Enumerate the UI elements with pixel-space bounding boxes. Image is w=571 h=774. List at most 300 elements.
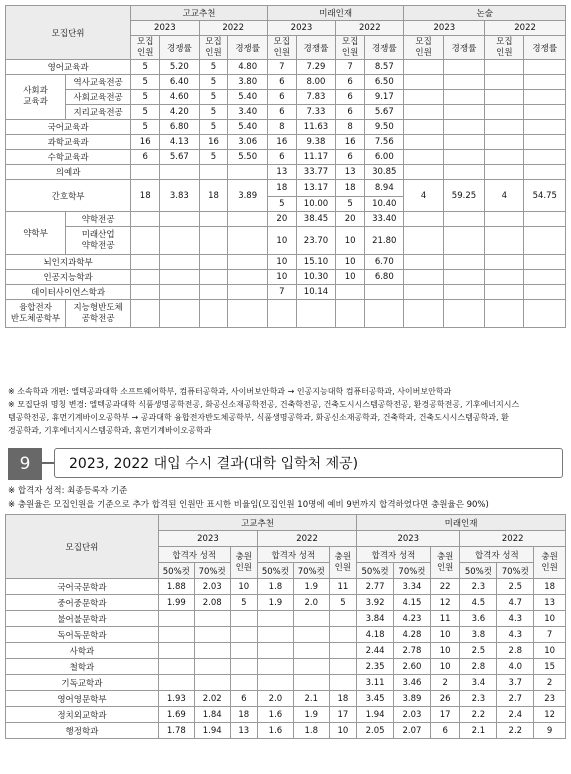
table-row bbox=[6, 707, 566, 723]
table-cell bbox=[228, 300, 267, 328]
unit-name: 국어교육과 bbox=[6, 120, 131, 135]
table-cell bbox=[524, 75, 566, 90]
table-row bbox=[6, 579, 566, 595]
table-cell: 3.92 bbox=[357, 595, 394, 611]
table-cell: 13 bbox=[230, 723, 257, 739]
table-row bbox=[6, 691, 566, 707]
table-cell: 16 bbox=[131, 135, 160, 150]
table-cell: 10 bbox=[329, 723, 356, 739]
table-cell: 6.70 bbox=[365, 255, 404, 270]
table-cell: 7 bbox=[267, 285, 296, 300]
table-cell: 1.84 bbox=[194, 707, 230, 723]
table-cell: 6 bbox=[267, 105, 296, 120]
table-cell: 10.40 bbox=[365, 197, 404, 212]
table-cell: 54.75 bbox=[524, 180, 566, 212]
table-cell: 17 bbox=[329, 707, 356, 723]
unit-name: 기독교학과 bbox=[6, 675, 159, 691]
table-cell bbox=[160, 165, 199, 180]
table-cell: 5.67 bbox=[365, 105, 404, 120]
table-cell: 3.40 bbox=[228, 105, 267, 120]
table-cell bbox=[158, 659, 194, 675]
table-cell bbox=[524, 60, 566, 75]
table-cell: 5 bbox=[230, 595, 257, 611]
table-cell: 4.23 bbox=[394, 611, 431, 627]
table-cell bbox=[404, 90, 443, 105]
table-cell bbox=[404, 270, 443, 285]
table-cell: 2.2 bbox=[460, 707, 497, 723]
table-cell bbox=[443, 60, 484, 75]
table-cell bbox=[131, 165, 160, 180]
table-cell bbox=[443, 212, 484, 227]
table-cell: 13 bbox=[336, 165, 365, 180]
table-cell: 2.0 bbox=[293, 595, 329, 611]
table-cell bbox=[443, 105, 484, 120]
table-cell bbox=[230, 659, 257, 675]
table-cell: 3.80 bbox=[228, 75, 267, 90]
table-cell bbox=[443, 75, 484, 90]
ratio-header: 경쟁률 bbox=[160, 36, 199, 60]
count-header: 모집 인원 bbox=[267, 36, 296, 60]
table-cell: 10 bbox=[230, 579, 257, 595]
table-cell: 6 bbox=[336, 105, 365, 120]
table-row bbox=[6, 60, 566, 75]
table-cell: 10.30 bbox=[296, 270, 335, 285]
table-cell: 6 bbox=[267, 150, 296, 165]
table-cell bbox=[485, 270, 524, 285]
table-cell: 10 bbox=[430, 627, 460, 643]
table-cell bbox=[336, 285, 365, 300]
group-header: 논술 bbox=[404, 6, 566, 21]
table-cell: 1.8 bbox=[293, 723, 329, 739]
table-cell: 7 bbox=[534, 627, 566, 643]
year-header: 2022 bbox=[336, 21, 404, 36]
unit-name: 불어불문학과 bbox=[6, 611, 159, 627]
group-header: 미래인재 bbox=[357, 515, 566, 531]
table-cell: 4.20 bbox=[160, 105, 199, 120]
table-cell bbox=[131, 300, 160, 328]
table-cell: 6.00 bbox=[365, 150, 404, 165]
cut-header: 70%컷 bbox=[293, 563, 329, 579]
unit-name: 철학과 bbox=[6, 659, 159, 675]
table-cell bbox=[131, 285, 160, 300]
table-cell bbox=[194, 627, 230, 643]
year-header: 2023 bbox=[267, 21, 335, 36]
table-cell: 4.60 bbox=[160, 90, 199, 105]
table-cell bbox=[485, 285, 524, 300]
table-cell: 9.17 bbox=[365, 90, 404, 105]
table-cell: 10.14 bbox=[296, 285, 335, 300]
table-row bbox=[6, 643, 566, 659]
table-cell: 10 bbox=[534, 643, 566, 659]
table-cell bbox=[160, 300, 199, 328]
table-cell bbox=[258, 675, 294, 691]
table-cell bbox=[524, 135, 566, 150]
table-cell: 8 bbox=[267, 120, 296, 135]
section-title: 2023, 2022 대입 수시 결과(대학 입학처 제공) bbox=[54, 448, 563, 478]
table-cell: 13 bbox=[267, 165, 296, 180]
table-row bbox=[6, 675, 566, 691]
table-cell: 7 bbox=[336, 60, 365, 75]
year-header: 2022 bbox=[258, 531, 357, 547]
table-cell: 2.1 bbox=[460, 723, 497, 739]
unit-name: 행정학과 bbox=[6, 723, 159, 739]
table-row bbox=[6, 627, 566, 643]
year-header: 2022 bbox=[199, 21, 267, 36]
table-cell: 2.44 bbox=[357, 643, 394, 659]
table-row bbox=[6, 180, 566, 197]
table-cell: 3.83 bbox=[160, 180, 199, 212]
ratio-header: 경쟁률 bbox=[228, 36, 267, 60]
table-cell: 17 bbox=[430, 707, 460, 723]
table-cell bbox=[267, 300, 296, 328]
table-cell bbox=[199, 285, 228, 300]
table-cell: 4.7 bbox=[497, 595, 534, 611]
table-cell: 5.50 bbox=[228, 150, 267, 165]
table-cell: 3.6 bbox=[460, 611, 497, 627]
table-row bbox=[6, 723, 566, 739]
table-cell bbox=[485, 255, 524, 270]
table-cell: 11.17 bbox=[296, 150, 335, 165]
table-cell: 5 bbox=[131, 120, 160, 135]
table-cell bbox=[158, 675, 194, 691]
table-cell: 8.00 bbox=[296, 75, 335, 90]
table-cell: 5.40 bbox=[228, 120, 267, 135]
table-cell bbox=[485, 135, 524, 150]
table-cell bbox=[228, 285, 267, 300]
table-cell: 10.00 bbox=[296, 197, 335, 212]
unit-name: 의예과 bbox=[6, 165, 131, 180]
table-cell bbox=[485, 75, 524, 90]
table-cell: 59.25 bbox=[443, 180, 484, 212]
table-cell bbox=[485, 150, 524, 165]
table-cell bbox=[485, 227, 524, 255]
table-cell: 10 bbox=[336, 227, 365, 255]
year-header: 2022 bbox=[460, 531, 566, 547]
group-header: 고교추천 bbox=[158, 515, 356, 531]
table-cell: 4.18 bbox=[357, 627, 394, 643]
table-cell bbox=[329, 611, 356, 627]
table-cell: 7.83 bbox=[296, 90, 335, 105]
table-cell bbox=[443, 165, 484, 180]
table-cell bbox=[443, 150, 484, 165]
table-cell: 18 bbox=[534, 579, 566, 595]
table-cell bbox=[524, 120, 566, 135]
competition-table bbox=[5, 5, 566, 328]
table-cell: 10 bbox=[267, 255, 296, 270]
unit-name: 중어중문학과 bbox=[6, 595, 159, 611]
table-cell bbox=[230, 611, 257, 627]
table-cell bbox=[524, 270, 566, 285]
table-cell bbox=[131, 270, 160, 285]
score-header: 합격자 성적 bbox=[460, 547, 534, 563]
table-cell: 1.6 bbox=[258, 723, 294, 739]
table-cell bbox=[131, 212, 160, 227]
table-cell bbox=[443, 135, 484, 150]
unit-name: 간호학부 bbox=[6, 180, 131, 212]
table-row bbox=[6, 135, 566, 150]
table-cell bbox=[404, 135, 443, 150]
section-note: ※ 충원율은 모집인원을 기준으로 추가 합격된 인원만 표시한 비율임(모집인원 10명에 예비 9번까지 합격하였다면 충원율은 90%) bbox=[8, 500, 489, 510]
table-cell: 5 bbox=[131, 105, 160, 120]
table-cell: 10 bbox=[267, 227, 296, 255]
table-cell: 2.78 bbox=[394, 643, 431, 659]
table-cell: 1.6 bbox=[258, 707, 294, 723]
table-cell bbox=[293, 643, 329, 659]
year-header: 2022 bbox=[485, 21, 566, 36]
table-cell bbox=[329, 643, 356, 659]
table-cell: 4 bbox=[485, 180, 524, 212]
table-cell: 2.0 bbox=[258, 691, 294, 707]
table-cell bbox=[329, 675, 356, 691]
table-cell: 2.2 bbox=[497, 723, 534, 739]
year-header: 2023 bbox=[131, 21, 199, 36]
table-cell bbox=[404, 212, 443, 227]
table-cell bbox=[443, 285, 484, 300]
table-cell: 13.17 bbox=[296, 180, 335, 197]
cut-header: 70%컷 bbox=[497, 563, 534, 579]
table-cell: 6 bbox=[267, 90, 296, 105]
table-cell: 26 bbox=[430, 691, 460, 707]
table-cell bbox=[194, 611, 230, 627]
table-cell: 4.3 bbox=[497, 627, 534, 643]
unit-name: 수학교육과 bbox=[6, 150, 131, 165]
table-cell bbox=[443, 120, 484, 135]
note-line: ※ 소속학과 개편: 엘텍공과대학 소프트웨어학부, 컴퓨터공학과, 사이버보안학과 → 인공지능대학 컴퓨터공학과, 사이버보안학과 bbox=[8, 387, 452, 396]
table-cell: 7.33 bbox=[296, 105, 335, 120]
table-cell bbox=[524, 212, 566, 227]
table-cell bbox=[404, 300, 443, 328]
table-cell: 4.13 bbox=[160, 135, 199, 150]
score-header: 합격자 성적 bbox=[158, 547, 230, 563]
table-cell bbox=[158, 643, 194, 659]
table-cell: 5 bbox=[199, 60, 228, 75]
section-connector bbox=[42, 462, 54, 464]
table-cell: 12 bbox=[534, 707, 566, 723]
table-cell: 16 bbox=[267, 135, 296, 150]
table-cell: 2.60 bbox=[394, 659, 431, 675]
fill-header: 충원 인원 bbox=[230, 547, 257, 579]
table-cell: 2 bbox=[534, 675, 566, 691]
table-cell: 9.38 bbox=[296, 135, 335, 150]
table-cell bbox=[524, 227, 566, 255]
table-cell: 15.10 bbox=[296, 255, 335, 270]
unit-name: 인공지능학과 bbox=[6, 270, 131, 285]
table-cell: 2.4 bbox=[497, 707, 534, 723]
table-cell: 6 bbox=[336, 150, 365, 165]
table-row bbox=[6, 270, 566, 285]
table-cell: 3.11 bbox=[357, 675, 394, 691]
table-cell: 33.40 bbox=[365, 212, 404, 227]
table-cell: 16 bbox=[199, 135, 228, 150]
table-row bbox=[6, 611, 566, 627]
unit-name: 영어영문학부 bbox=[6, 691, 159, 707]
table-cell bbox=[443, 227, 484, 255]
count-header: 모집 인원 bbox=[404, 36, 443, 60]
table-cell: 18 bbox=[329, 691, 356, 707]
unit-name: 사학과 bbox=[6, 643, 159, 659]
table-cell bbox=[230, 675, 257, 691]
note-line: ※ 모집단위 명칭 변경: 엘텍공과대학 식품생명공학전공, 화공신소재공학전공, 건축학전공, 건축도시시스템공학전공, 환경공학전공, 기후에너지시스 bbox=[8, 400, 520, 409]
table-cell bbox=[199, 300, 228, 328]
table-cell: 5 bbox=[131, 90, 160, 105]
table-row bbox=[6, 75, 566, 90]
table-cell: 2.5 bbox=[460, 643, 497, 659]
table-cell: 21.80 bbox=[365, 227, 404, 255]
table-cell: 5 bbox=[131, 60, 160, 75]
table-cell: 3.45 bbox=[357, 691, 394, 707]
notes-block bbox=[8, 385, 564, 437]
table-row bbox=[6, 120, 566, 135]
table-cell: 5 bbox=[199, 105, 228, 120]
cut-header: 70%컷 bbox=[394, 563, 431, 579]
table-cell: 6 bbox=[336, 90, 365, 105]
table-cell: 5.20 bbox=[160, 60, 199, 75]
unit-name: 정치외교학과 bbox=[6, 707, 159, 723]
table-cell: 22 bbox=[430, 579, 460, 595]
table-cell bbox=[336, 300, 365, 328]
year-header: 2023 bbox=[404, 21, 485, 36]
table-cell: 18 bbox=[230, 707, 257, 723]
table-cell: 7.29 bbox=[296, 60, 335, 75]
unit-header: 모집단위 bbox=[6, 515, 159, 579]
table-cell: 2.07 bbox=[394, 723, 431, 739]
table-cell bbox=[524, 285, 566, 300]
table-cell: 2.08 bbox=[194, 595, 230, 611]
table-cell bbox=[404, 285, 443, 300]
unit-name: 과학교육과 bbox=[6, 135, 131, 150]
table-cell bbox=[293, 611, 329, 627]
table-cell bbox=[199, 165, 228, 180]
section-note: ※ 합격자 성적: 최종등록자 기준 bbox=[8, 486, 128, 496]
table-cell bbox=[199, 270, 228, 285]
table-cell: 10 bbox=[430, 643, 460, 659]
score-header: 합격자 성적 bbox=[357, 547, 431, 563]
unit-name: 영어교육과 bbox=[6, 60, 131, 75]
table-cell bbox=[485, 165, 524, 180]
table-row bbox=[6, 659, 566, 675]
table-row bbox=[6, 150, 566, 165]
table-cell: 18 bbox=[199, 180, 228, 212]
table-row bbox=[6, 105, 566, 120]
table-cell: 7 bbox=[267, 60, 296, 75]
table-cell: 2.3 bbox=[460, 579, 497, 595]
table-cell: 23 bbox=[534, 691, 566, 707]
table-cell bbox=[293, 659, 329, 675]
count-header: 모집 인원 bbox=[131, 36, 160, 60]
table-cell: 2.03 bbox=[194, 579, 230, 595]
table-cell bbox=[131, 227, 160, 255]
table-cell: 1.88 bbox=[158, 579, 194, 595]
table-cell: 1.8 bbox=[258, 579, 294, 595]
table-cell bbox=[485, 300, 524, 328]
ratio-header: 경쟁률 bbox=[365, 36, 404, 60]
ratio-header: 경쟁률 bbox=[296, 36, 335, 60]
table-cell: 3.4 bbox=[460, 675, 497, 691]
table-cell bbox=[228, 270, 267, 285]
table-cell bbox=[443, 255, 484, 270]
table-cell bbox=[485, 60, 524, 75]
table-cell bbox=[131, 255, 160, 270]
table-cell: 2.8 bbox=[497, 643, 534, 659]
major-name: 역사교육전공 bbox=[66, 75, 131, 90]
table-cell bbox=[404, 227, 443, 255]
table-cell bbox=[228, 165, 267, 180]
table-cell: 33.77 bbox=[296, 165, 335, 180]
table-cell: 2.03 bbox=[394, 707, 431, 723]
table-cell: 10 bbox=[534, 611, 566, 627]
table-cell bbox=[199, 212, 228, 227]
table-cell bbox=[485, 212, 524, 227]
table-cell: 5 bbox=[131, 75, 160, 90]
table-row bbox=[6, 212, 566, 227]
unit-name: 데이터사이언스학과 bbox=[6, 285, 131, 300]
table-cell: 11 bbox=[430, 611, 460, 627]
table-cell bbox=[404, 165, 443, 180]
cut-header: 70%컷 bbox=[194, 563, 230, 579]
table-cell: 3.06 bbox=[228, 135, 267, 150]
table-cell: 30.85 bbox=[365, 165, 404, 180]
table-cell bbox=[443, 90, 484, 105]
note-line: 경공학과, 기후에너지시스템공학과, 휴먼기계바이오공학과 bbox=[8, 426, 212, 435]
table-cell bbox=[524, 165, 566, 180]
table-cell: 38.45 bbox=[296, 212, 335, 227]
table-cell: 20 bbox=[336, 212, 365, 227]
table-cell: 9.50 bbox=[365, 120, 404, 135]
table-cell bbox=[160, 212, 199, 227]
unit-name: 사회과 교육과 bbox=[6, 75, 66, 120]
unit-name: 약학부 bbox=[6, 212, 66, 255]
note-line: 템공학전공, 휴먼기계바이오공학부 → 공과대학 융합전자반도체공학부, 식품생명공학과, 화공신소재공학과, 건축학과, 건축도시시스템공학과, 환 bbox=[8, 413, 509, 422]
unit-name: 융합전자 반도체공학부 bbox=[6, 300, 66, 328]
table-cell: 8.94 bbox=[365, 180, 404, 197]
table-row bbox=[6, 90, 566, 105]
ratio-header: 경쟁률 bbox=[443, 36, 484, 60]
table-cell: 5 bbox=[267, 197, 296, 212]
table-cell: 6 bbox=[430, 723, 460, 739]
table-cell: 1.69 bbox=[158, 707, 194, 723]
table-row bbox=[6, 255, 566, 270]
table-cell: 10 bbox=[336, 270, 365, 285]
table-cell: 4.5 bbox=[460, 595, 497, 611]
table-cell: 3.8 bbox=[460, 627, 497, 643]
table-cell bbox=[404, 150, 443, 165]
table-cell bbox=[485, 105, 524, 120]
year-header: 2023 bbox=[158, 531, 257, 547]
table-cell bbox=[293, 627, 329, 643]
table-cell: 7.56 bbox=[365, 135, 404, 150]
table-cell bbox=[194, 643, 230, 659]
table-cell bbox=[524, 150, 566, 165]
table-row bbox=[6, 285, 566, 300]
table-cell: 6.80 bbox=[365, 270, 404, 285]
table-cell: 2.02 bbox=[194, 691, 230, 707]
table-cell bbox=[524, 90, 566, 105]
section-number: 9 bbox=[8, 448, 42, 480]
table-cell bbox=[524, 105, 566, 120]
table-cell: 4.28 bbox=[394, 627, 431, 643]
fill-header: 충원 인원 bbox=[329, 547, 356, 579]
section-banner bbox=[8, 448, 563, 480]
table-cell: 1.9 bbox=[293, 707, 329, 723]
table-cell: 6 bbox=[336, 75, 365, 90]
unit-name: 뇌인지과학부 bbox=[6, 255, 131, 270]
ratio-header: 경쟁률 bbox=[524, 36, 566, 60]
major-name: 지리교육전공 bbox=[66, 105, 131, 120]
table-cell bbox=[365, 285, 404, 300]
table-cell: 12 bbox=[430, 595, 460, 611]
unit-header: 모집단위 bbox=[6, 6, 131, 60]
table-row bbox=[6, 300, 566, 328]
